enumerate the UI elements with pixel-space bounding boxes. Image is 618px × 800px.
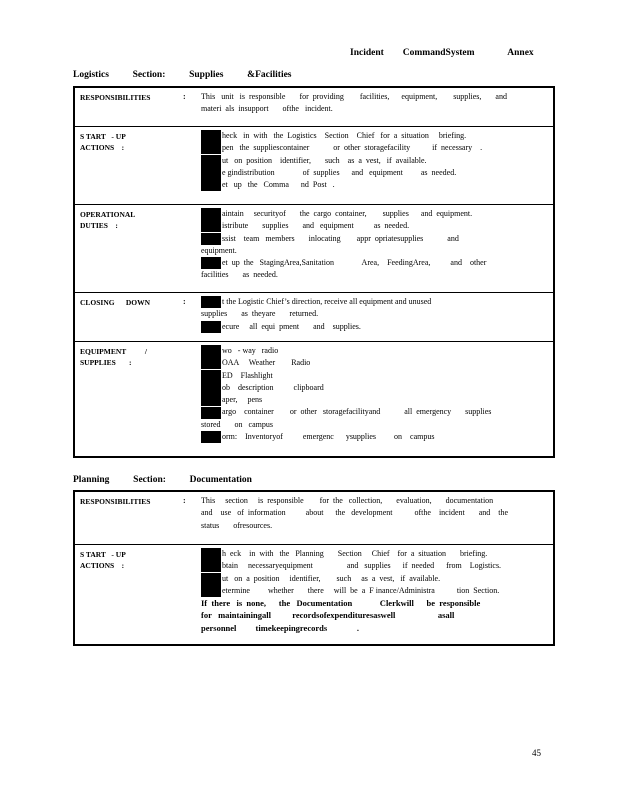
redacted-bullet-icon xyxy=(201,220,221,232)
logistics-table xyxy=(73,86,555,458)
line-text: supplies as theyare returned. xyxy=(201,309,319,319)
content-line xyxy=(201,257,543,269)
redacted-bullet-icon xyxy=(201,370,221,382)
line-text: etermine whether there will be a F inance/Administra tion Section. xyxy=(222,585,500,595)
table-row xyxy=(75,204,553,292)
line-text: orm: Inventoryof emergenc ysupplies on campus xyxy=(222,432,435,442)
row-label: S TART - UP ACTIONS : xyxy=(80,132,126,152)
content-line xyxy=(201,585,543,597)
line-text: ut on a position identifier, such as a vest, if available. xyxy=(222,573,441,583)
line-text: This section is responsible for the collection, evaluation, documentation xyxy=(201,496,494,505)
redacted-bullet-icon xyxy=(201,560,221,572)
content-line xyxy=(201,370,543,382)
content-line xyxy=(201,495,543,507)
line-text: equipment. xyxy=(201,245,237,255)
table-row xyxy=(75,88,553,126)
content-line xyxy=(201,208,543,220)
line-text: heck in with the Logistics Section Chief for a situation briefing. xyxy=(222,131,467,140)
line-text: et up the StagingArea,Sanitation Area, FeedingArea, and other xyxy=(222,258,487,268)
content-line xyxy=(201,345,543,357)
row-content xyxy=(201,205,553,292)
row-label: RESPONSIBILITIES xyxy=(80,93,151,102)
line-text: ED Flashlight xyxy=(222,370,273,380)
content-line xyxy=(201,167,543,179)
row-label: OPERATIONAL DUTIES : xyxy=(80,210,136,230)
redacted-bullet-icon xyxy=(201,208,221,220)
row-label: CLOSING DOWN xyxy=(80,298,151,307)
redacted-bullet-icon xyxy=(201,296,221,308)
redacted-bullet-icon xyxy=(201,585,221,597)
content-line xyxy=(201,357,543,369)
content-line xyxy=(201,406,543,418)
line-text: argo container or other storagefacilityand all emergency supplies xyxy=(222,407,492,417)
redacted-bullet-icon xyxy=(201,382,221,394)
content-line xyxy=(201,155,543,167)
content-line xyxy=(201,573,543,585)
line-text: h eck in with the Planning Section Chief for a situation briefing. xyxy=(222,549,488,558)
planning-section-title: Planning Section: Documentation xyxy=(73,475,252,485)
content-line xyxy=(201,245,543,257)
content-line xyxy=(201,233,543,245)
line-text: ssist team members inlocating appr opriatesupplies and xyxy=(222,233,459,243)
content-line xyxy=(201,142,543,154)
line-text: ecure all equi pment and supplies. xyxy=(222,321,361,331)
row-content xyxy=(201,342,553,456)
line-text: pen the suppliescontainer or other storagefacility if necessary . xyxy=(222,143,483,153)
line-text: ut on position identifier, such as a vest, if available. xyxy=(222,155,427,165)
line-text: stored on campus xyxy=(201,419,273,429)
line-text: and use of information about the development ofthe incident and the xyxy=(201,508,509,518)
content-line xyxy=(201,382,543,394)
content-line xyxy=(201,179,543,191)
content-line xyxy=(201,130,543,142)
row-colon xyxy=(183,545,201,644)
row-label: EQUIPMENT / SUPPLIES : xyxy=(80,347,147,367)
row-colon: : xyxy=(183,297,186,306)
line-text: materi als insupport ofthe incident. xyxy=(201,104,333,114)
content-line xyxy=(201,91,543,103)
content-line xyxy=(201,431,543,443)
row-content xyxy=(201,127,553,204)
table-row xyxy=(75,292,553,341)
content-line xyxy=(201,507,543,519)
line-text: istribute supplies and equipment as needed. xyxy=(222,221,410,231)
row-label: RESPONSIBILITIES xyxy=(80,497,151,506)
line-text: This unit is responsible for providing facilities, equipment, supplies, and xyxy=(201,92,507,101)
line-text: aintain securityof the cargo container, supplies and equipment. xyxy=(222,209,473,218)
redacted-bullet-icon xyxy=(201,257,221,269)
row-colon xyxy=(183,127,201,204)
annex-header: Incident CommandSystem Annex xyxy=(350,48,534,58)
page-number: 45 xyxy=(532,748,541,758)
table-row xyxy=(75,341,553,456)
row-label: S TART - UP ACTIONS : xyxy=(80,550,126,570)
redacted-bullet-icon xyxy=(201,357,221,369)
row-content xyxy=(201,88,553,126)
redacted-bullet-icon xyxy=(201,167,221,179)
line-text: status ofresources. xyxy=(201,520,273,530)
redacted-bullet-icon xyxy=(201,431,221,443)
line-text: ob description clipboard xyxy=(222,382,324,392)
planning-table xyxy=(73,490,555,646)
line-text: e gindistribution of supplies and equipment as needed. xyxy=(222,167,457,177)
content-line xyxy=(201,560,543,572)
content-line xyxy=(201,296,543,308)
redacted-bullet-icon xyxy=(201,130,221,142)
line-text: t the Logistic Chief’s direction, receive all equipment and unused xyxy=(222,297,432,306)
redacted-bullet-icon xyxy=(201,179,221,191)
content-line xyxy=(201,419,543,431)
content-line xyxy=(201,520,543,532)
row-colon xyxy=(183,205,201,292)
row-content xyxy=(201,492,553,544)
table-row xyxy=(75,544,553,644)
content-line xyxy=(201,321,543,333)
row-colon: : xyxy=(183,92,186,101)
row-content xyxy=(201,545,553,644)
redacted-bullet-icon xyxy=(201,321,221,333)
content-line xyxy=(201,308,543,320)
redacted-bullet-icon xyxy=(201,233,221,245)
bold-content-line: If there is none, the Documentation Clerkwill be responsible xyxy=(201,598,481,609)
line-text: OAA Weather Radio xyxy=(222,358,311,368)
line-text: et up the Comma nd Post . xyxy=(222,180,335,190)
bold-content-line: personnel timekeepingrecords . xyxy=(201,622,360,633)
line-text: aper, pens xyxy=(222,395,263,405)
logistics-section-title: Logistics Section: Supplies &Facilities xyxy=(73,70,292,80)
content-line xyxy=(201,103,543,115)
content-line xyxy=(201,220,543,232)
content-line xyxy=(201,548,543,560)
redacted-bullet-icon xyxy=(201,155,221,167)
line-text: wo - way radio xyxy=(222,346,279,355)
redacted-bullet-icon xyxy=(201,345,221,357)
redacted-bullet-icon xyxy=(201,142,221,154)
redacted-bullet-icon xyxy=(201,548,221,560)
row-colon: : xyxy=(183,496,186,505)
redacted-bullet-icon xyxy=(201,394,221,406)
table-row xyxy=(75,126,553,204)
content-line xyxy=(201,269,543,281)
line-text: btain necessaryequipment and supplies if needed from Logistics. xyxy=(222,561,502,571)
content-line xyxy=(201,394,543,406)
row-colon xyxy=(183,342,201,456)
row-content xyxy=(201,293,553,341)
table-row xyxy=(75,492,553,544)
line-text: facilities as needed. xyxy=(201,270,278,280)
bold-content-line: for maintainingall recordsofexpendituresaswell asall xyxy=(201,610,455,621)
redacted-bullet-icon xyxy=(201,407,221,419)
redacted-bullet-icon xyxy=(201,573,221,585)
